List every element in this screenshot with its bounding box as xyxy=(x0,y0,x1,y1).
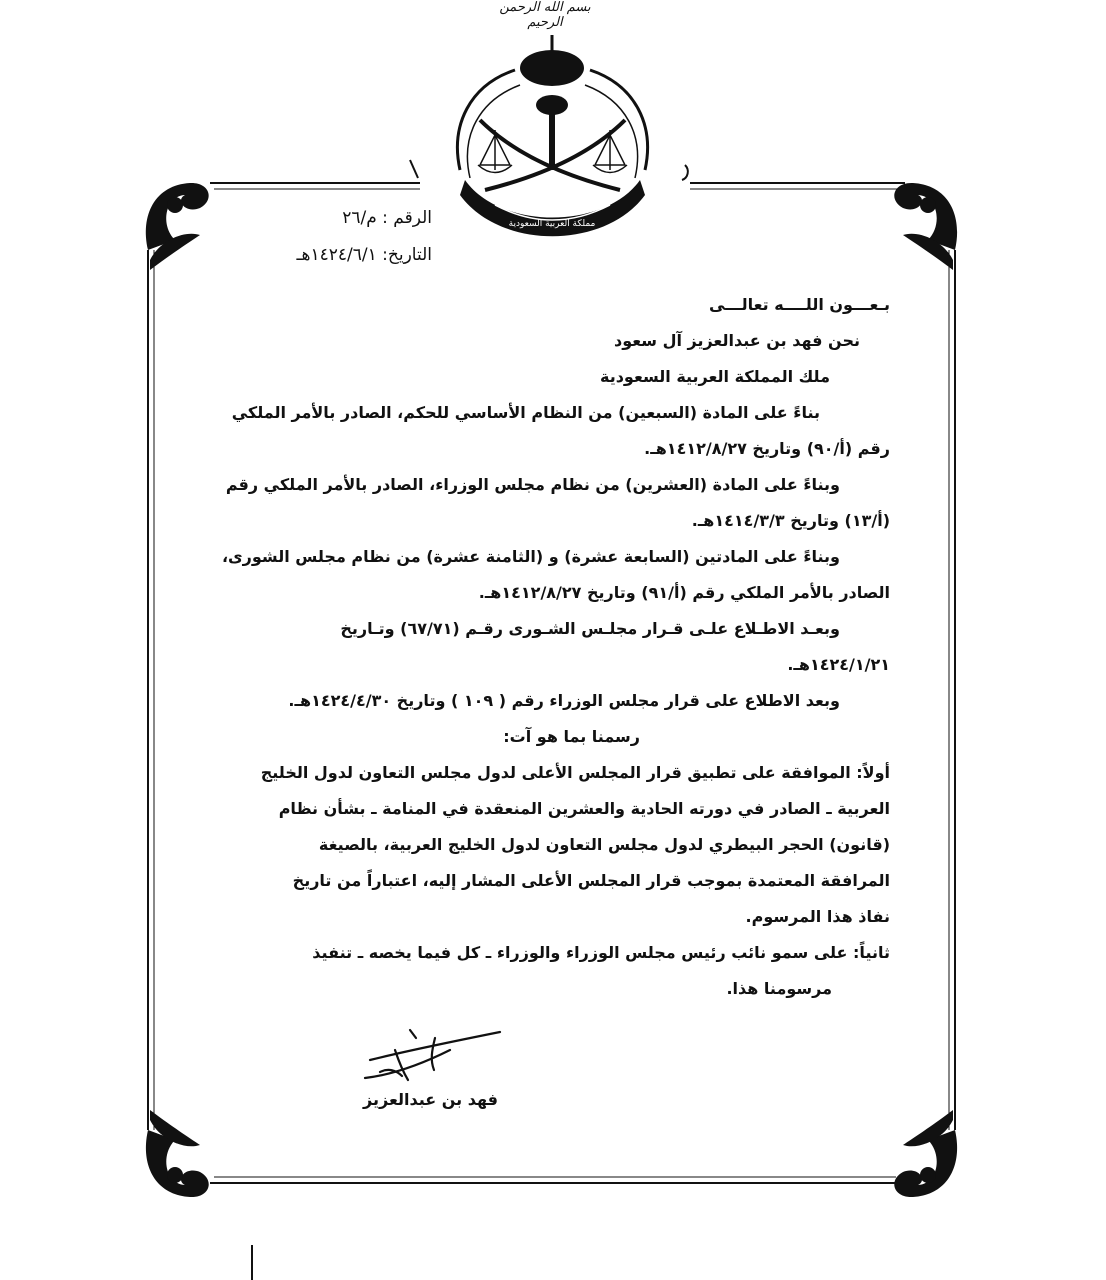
second-item-line1: ثانياً: على سمو نائب رئيس مجلس الوزراء والوزراء ـ كل فيما يخصه ـ تنفيذ xyxy=(312,943,890,962)
first-item-line1: أولاً: الموافقة على تطبيق قرار المجلس الأعلى لدول مجلس التعاون لدول الخليج xyxy=(260,763,890,782)
second-item-line2: مرسومنا هذا. xyxy=(726,979,832,998)
para4-line1: وبعـد الاطـلاع علـى قـرار مجلـس الشـورى رقـم (٦٧/٧١) وتـاريخ xyxy=(340,619,840,638)
signer-name: فهد بن عبدالعزيز xyxy=(363,1090,498,1109)
para3-line1: وبناءً على المادتين (السابعة عشرة) و (الثامنة عشرة) من نظام مجلس الشورى، xyxy=(221,547,840,566)
para2-line2: (أ/١٣) وتاريخ ١٤١٤/٣/٣هـ. xyxy=(691,511,890,530)
corner-ornament-top-left xyxy=(146,183,209,270)
para3-line2: الصادر بالأمر الملكي رقم (أ/٩١) وتاريخ ١٤١٢/٨/٢٧هـ. xyxy=(478,583,890,602)
decreed-line: رسمنا بما هو آت: xyxy=(503,727,640,746)
reference-number: الرقم : م/٢٦ xyxy=(342,208,432,228)
corner-ornament-bottom-left xyxy=(146,1110,209,1197)
basmala: بسم الله الرحمن الرحيم xyxy=(499,0,591,30)
emblem-seal xyxy=(440,30,665,245)
para5-line: وبعد الاطلاع على قرار مجلس الوزراء رقم ( ١٠٩ ) وتاريخ ١٤٢٤/٤/٣٠هـ. xyxy=(288,691,840,710)
decree-date: التاريخ: ١٤٢٤/٦/١هـ xyxy=(296,245,432,265)
corner-ornament-bottom-right xyxy=(894,1110,957,1197)
decree-body xyxy=(222,287,890,1007)
first-item-line2: العربية ـ الصادر في دورته الحادية والعشرين المنعقدة في المنامة ـ بشأن نظام xyxy=(278,799,890,818)
para1-line2: رقم (أ/٩٠) وتاريخ ١٤١٢/٨/٢٧هـ. xyxy=(644,439,890,458)
para4-line2: ١٤٢٤/١/٢١هـ. xyxy=(787,655,890,674)
opening-line: بـعـــون اللــــه تعالـــى xyxy=(709,295,890,314)
title-line: ملك المملكة العربية السعودية xyxy=(599,367,830,386)
margin-mark xyxy=(247,1245,257,1280)
first-item-line3: (قانون) الحجر البيطري لدول مجلس التعاون لدول الخليج العربية، بالصيغة xyxy=(318,835,890,854)
handwritten-signature xyxy=(350,1020,510,1100)
first-item-line4: المرافقة المعتمدة بموجب قرار المجلس الأعلى المشار إليه، اعتباراً من تاريخ xyxy=(292,871,890,890)
para2-line1: وبناءً على المادة (العشرين) من نظام مجلس الوزراء، الصادر بالأمر الملكي رقم xyxy=(225,475,840,494)
emblem-text: مملكة العربية السعودية xyxy=(508,219,596,229)
para1-line1: بناءً على المادة (السبعين) من النظام الأساسي للحكم، الصادر بالأمر الملكي xyxy=(231,403,820,422)
corner-ornament-top-right xyxy=(894,183,957,270)
first-item-line5: نفاذ هذا المرسوم. xyxy=(745,907,890,926)
issuer-line: نحن فهد بن عبدالعزيز آل سعود xyxy=(614,331,860,350)
